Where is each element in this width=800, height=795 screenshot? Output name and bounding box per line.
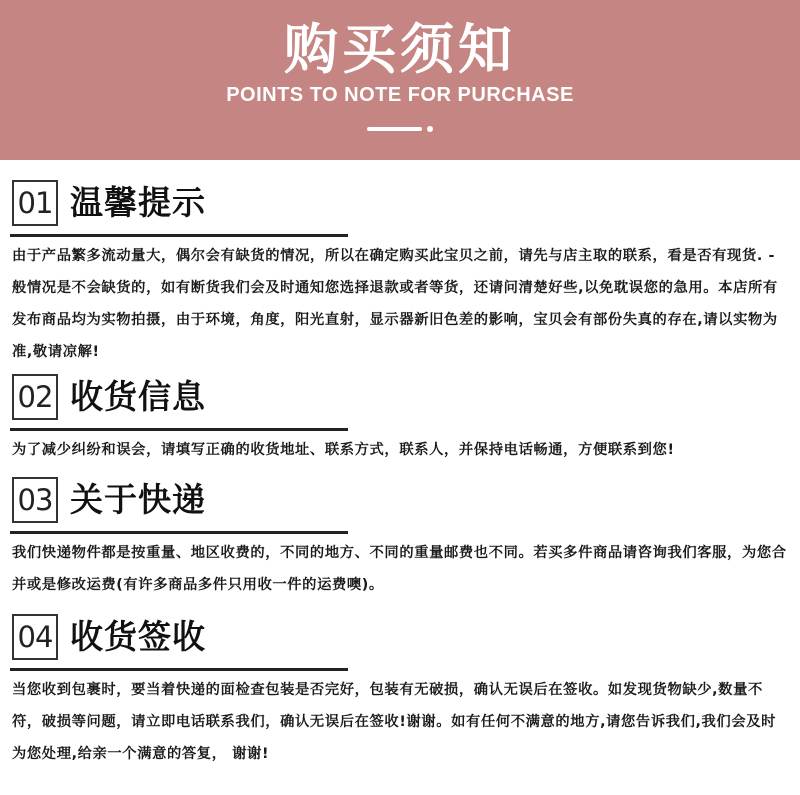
section-number: 03 (12, 477, 58, 523)
decorative-line (367, 127, 422, 131)
section-title: 收货签收 (70, 617, 206, 656)
section-body: 为了减少纠纷和误会，请填写正确的收货地址、联系方式，联系人，并保持电话畅通，方便联系到您! (12, 442, 675, 458)
section-title: 关于快递 (70, 480, 206, 519)
section-body: 我们快递物件都是按重量、地区收费的，不同的地方、不同的重量邮费也不同。若买多件商品请咨询我们客服，为您合并或是修改运费(有许多商品多件只用收一件的运费噢)。 (12, 545, 787, 593)
section-number: 02 (12, 374, 58, 420)
page-title: 购买须知 (284, 17, 516, 81)
section-divider (10, 428, 348, 431)
section-title: 温馨提示 (70, 183, 206, 222)
section-number: 04 (12, 614, 58, 660)
section-divider (10, 531, 348, 534)
page-subtitle: POINTS TO NOTE FOR PURCHASE (226, 84, 574, 106)
section-body: 当您收到包裹时，要当着快递的面检查包装是否完好，包装有无破损，确认无误后在签收。如发现货物缺少,数量不符，破损等问题，请立即电话联系我们，确认无误后在签收!谢谢。如有任何不满意的地方,请您告诉我们,我们会及时为您处理,给亲一个满意的答复， 谢谢! (12, 682, 777, 762)
section-header (10, 475, 790, 537)
section-shipping-info (10, 372, 790, 466)
section-header (10, 612, 790, 674)
section-courier (10, 475, 790, 601)
section-divider (10, 234, 348, 237)
section-header (10, 372, 790, 434)
section-number: 01 (12, 180, 58, 226)
section-warm-tips (10, 178, 790, 368)
section-header (10, 178, 790, 240)
section-divider (10, 668, 348, 671)
section-receipt-signing (10, 612, 790, 770)
decorative-dot (427, 126, 433, 132)
section-title: 收货信息 (70, 377, 206, 416)
section-body: 由于产品繁多流动量大，偶尔会有缺货的情况，所以在确定购买此宝贝之前，请先与店主取的联系，看是否有现货. -般情况是不会缺货的，如有断货我们会及时通知您选择退款或者等货，还请问清楚好些,以免耽误您的急用。本店所有发布商品均为实物拍摄，由于环境，角度，阳光直射，显示器新旧色差的影响，宝贝会有部份失真的存在,请以实物为准,敬请凉解! (12, 248, 778, 360)
header-banner (0, 0, 800, 160)
